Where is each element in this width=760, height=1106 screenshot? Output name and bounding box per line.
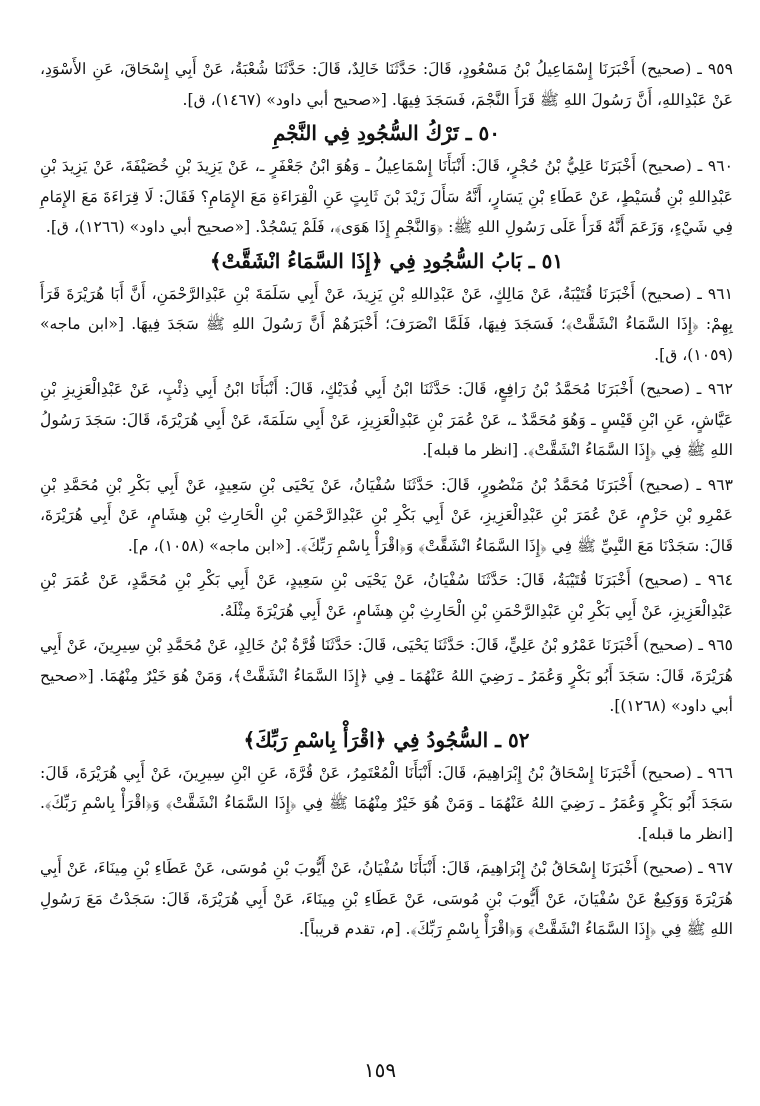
chapter-heading: ٥٢ ـ السُّجُودُ فِي ﴿اقْرَأْ بِاسْمِ رَبِّكَ﴾ — [243, 727, 530, 752]
hadith-paragraph: ٩٦٢ ـ (صحيح) أَخْبَرَنَا مُحَمَّدُ بْنُ رَافِعٍ، قَالَ: حَدَّثَنَا ابْنُ أَبِي فُدَيْكٍ، قَالَ: أَنْبَأَنَا ابْنُ أَبِي ذِئْبٍ، عَنْ عَبْدِالْعَزِيزِ بْنِ عَيَّاشٍ، عَنِ ابْنِ قَيْسٍ ـ وَهُوَ مُحَمَّدٌ ـ، عَنْ عُمَرَ بْنِ عَبْدِالْعَزِيزِ، عَنْ أَبِي سَلَمَةَ، عَنْ أَبِي هُرَيْرَةَ، قَالَ: سَجَدَ رَسُولُ اللهِ ﷺ فِي ﴿إِذَا السَّمَاءُ انْشَقَّتْ﴾. [انظر ما قبله]. — [40, 380, 733, 459]
page-body — [40, 54, 733, 945]
chapter-heading: ٥٠ ـ تَرْكُ السُّجُودِ فِي النَّجْمِ — [272, 121, 501, 145]
hadith-paragraph: ٩٦٧ ـ (صحيح) أَخْبَرَنَا إِسْحَاقُ بْنُ إِبْرَاهِيمَ، قَالَ: أَنْبَأَنَا سُفْيَانُ، عَنْ أَيُّوبَ بْنِ مُوسَى، عَنْ عَطَاءِ بْنِ مِينَاءَ، عَنْ أَبِي هُرَيْرَةَ وَوَكِيعٌ عَنْ سُفْيَانَ، عَنْ أَيُّوبَ بْنِ مُوسَى، عَنْ عَطَاءِ بْنِ مِينَاءَ، عَنْ أَبِي هُرَيْرَةَ، قَالَ: سَجَدْتُ مَعَ رَسُولِ اللهِ ﷺ فِي ﴿إِذَا السَّمَاءُ انْشَقَّتْ﴾ وَ﴿اقْرَأْ بِاسْمِ رَبِّكَ﴾. [م، تقدم قريباً]. — [40, 859, 733, 938]
hadith-paragraph: ٩٦٠ ـ (صحيح) أَخْبَرَنَا عَلِيُّ بْنُ حُجْرٍ، قَالَ: أَنْبَأَنَا إِسْمَاعِيلُ ـ وَهُوَ ابْنُ جَعْفَرٍ ـ، عَنْ يَزِيدَ بْنِ خُصَيْفَةَ، عَنْ يَزِيدَ بْنِ عَبْدِاللهِ بْنِ قُسَيْطٍ، عَنْ عَطَاءِ بْنِ يَسَارٍ، أَنَّهُ سَأَلَ زَيْدَ بْنَ ثَابِتٍ عَنِ الْقِرَاءَةِ مَعَ الإِمَامِ؟ فَقَالَ: لَا قِرَاءَةَ مَعَ الإِمَامِ فِي شَيْءٍ، وَزَعَمَ أَنَّهُ قَرَأَ عَلَى رَسُولِ اللهِ ﷺ: ﴿وَالنَّجْمِ إِذَا هَوَى﴾، فَلَمْ يَسْجُدْ. [«صحيح أبي داود» (١٢٦٦)، ق]. — [40, 157, 733, 236]
hadith-paragraph: ٩٦٣ ـ (صحيح) أَخْبَرَنَا مُحَمَّدُ بْنُ مَنْصُورٍ، قَالَ: حَدَّثَنَا سُفْيَانُ، عَنْ يَحْيَى بْنِ سَعِيدٍ، عَنْ أَبِي بَكْرِ بْنِ مُحَمَّدِ بْنِ عَمْرِو بْنِ حَزْمٍ، عَنْ عُمَرَ بْنِ عَبْدِالْعَزِيزِ، عَنْ أَبِي بَكْرِ بْنِ عَبْدِالرَّحْمَنِ بْنِ الْحَارِثِ بْنِ هِشَامٍ، عَنْ أَبِي هُرَيْرَةَ، قَالَ: سَجَدْنَا مَعَ النَّبِيِّ ﷺ فِي ﴿إِذَا السَّمَاءُ انْشَقَّتْ﴾ وَ﴿اقْرَأْ بِاسْمِ رَبِّكَ﴾. [«ابن ماجه» (١٠٥٨)، م]. — [40, 475, 733, 555]
hadith-paragraph: ٩٦٦ ـ (صحيح) أَخْبَرَنَا إِسْحَاقُ بْنُ إِبْرَاهِيمَ، قَالَ: أَنْبَأَنَا الْمُعْتَمِرُ، عَنْ قُرَّةَ، عَنِ ابْنِ سِيرِينَ، عَنْ أَبِي هُرَيْرَةَ، قَالَ: سَجَدَ أَبُو بَكْرٍ وَعُمَرُ ـ رَضِيَ اللهُ عَنْهُمَا ـ وَمَنْ هُوَ خَيْرٌ مِنْهُمَا ﷺ فِي ﴿إِذَا السَّمَاءُ انْشَقَّتْ﴾ وَ﴿اقْرَأْ بِاسْمِ رَبِّكَ﴾. [انظر ما قبله]. — [40, 763, 733, 843]
page-number: ١٥٩ — [363, 1058, 397, 1082]
chapter-heading: ٥١ ـ بَابُ السُّجُودِ فِي ﴿إِذَا السَّمَاءُ انْشَقَّتْ﴾ — [209, 248, 564, 273]
hadith-paragraph: ٩٦٤ ـ (صحيح) أَخْبَرَنَا قُتَيْبَةُ، قَالَ: حَدَّثَنَا سُفْيَانُ، عَنْ يَحْيَى بْنِ سَعِيدٍ، عَنْ أَبِي بَكْرِ بْنِ مُحَمَّدٍ، عَنْ عُمَرَ بْنِ عَبْدِالْعَزِيزِ، عَنْ أَبِي بَكْرِ بْنِ عَبْدِالرَّحْمَنِ بْنِ الْحَارِثِ بْنِ هِشَامٍ، عَنْ أَبِي هُرَيْرَةَ مِثْلَهُ. — [40, 571, 733, 620]
hadith-paragraph: ٩٥٩ ـ (صحيح) أَخْبَرَنَا إِسْمَاعِيلُ بْنُ مَسْعُودٍ، قَالَ: حَدَّثَنَا خَالِدٌ، قَالَ: حَدَّثَنَا شُعْبَةُ، عَنْ أَبِي إِسْحَاقَ، عَنِ الأَسْوَدِ، عَنْ عَبْدِاللهِ، أَنَّ رَسُولَ اللهِ ﷺ قَرَأَ النَّجْمَ، فَسَجَدَ فِيهَا. [«صحيح أبي داود» (١٤٦٧)، ق]. — [40, 60, 733, 109]
hadith-paragraph: ٩٦١ ـ (صحيح) أَخْبَرَنَا قُتَيْبَةُ، عَنْ مَالِكٍ، عَنْ عَبْدِاللهِ بْنِ يَزِيدَ، عَنْ أَبِي سَلَمَةَ بْنِ عَبْدِالرَّحْمَنِ، أَنَّ أَبَا هُرَيْرَةَ قَرَأَ بِهِمْ: ﴿إِذَا السَّمَاءُ انْشَقَّتْ﴾؛ فَسَجَدَ فِيهَا، فَلَمَّا انْصَرَفَ؛ أَخْبَرَهُمْ أَنَّ رَسُولَ اللهِ ﷺ سَجَدَ فِيهَا. [«ابن ماجه» (١٠٥٩)، ق]. — [40, 284, 733, 364]
hadith-paragraph: ٩٦٥ ـ (صحيح) أَخْبَرَنَا عَمْرُو بْنُ عَلِيٍّ، قَالَ: حَدَّثَنَا يَحْيَى، قَالَ: حَدَّثَنَا قُرَّةُ بْنُ خَالِدٍ، عَنْ مُحَمَّدِ بْنِ سِيرِينَ، عَنْ أَبِي هُرَيْرَةَ، قَالَ: سَجَدَ أَبُو بَكْرٍ وَعُمَرُ ـ رَضِيَ اللهُ عَنْهُمَا ـ فِي ﴿إِذَا السَّمَاءُ انْشَقَّتْ﴾، وَمَنْ هُوَ خَيْرٌ مِنْهُمَا. [«صحيح أبي داود» (١٢٦٨)]. — [40, 636, 733, 715]
